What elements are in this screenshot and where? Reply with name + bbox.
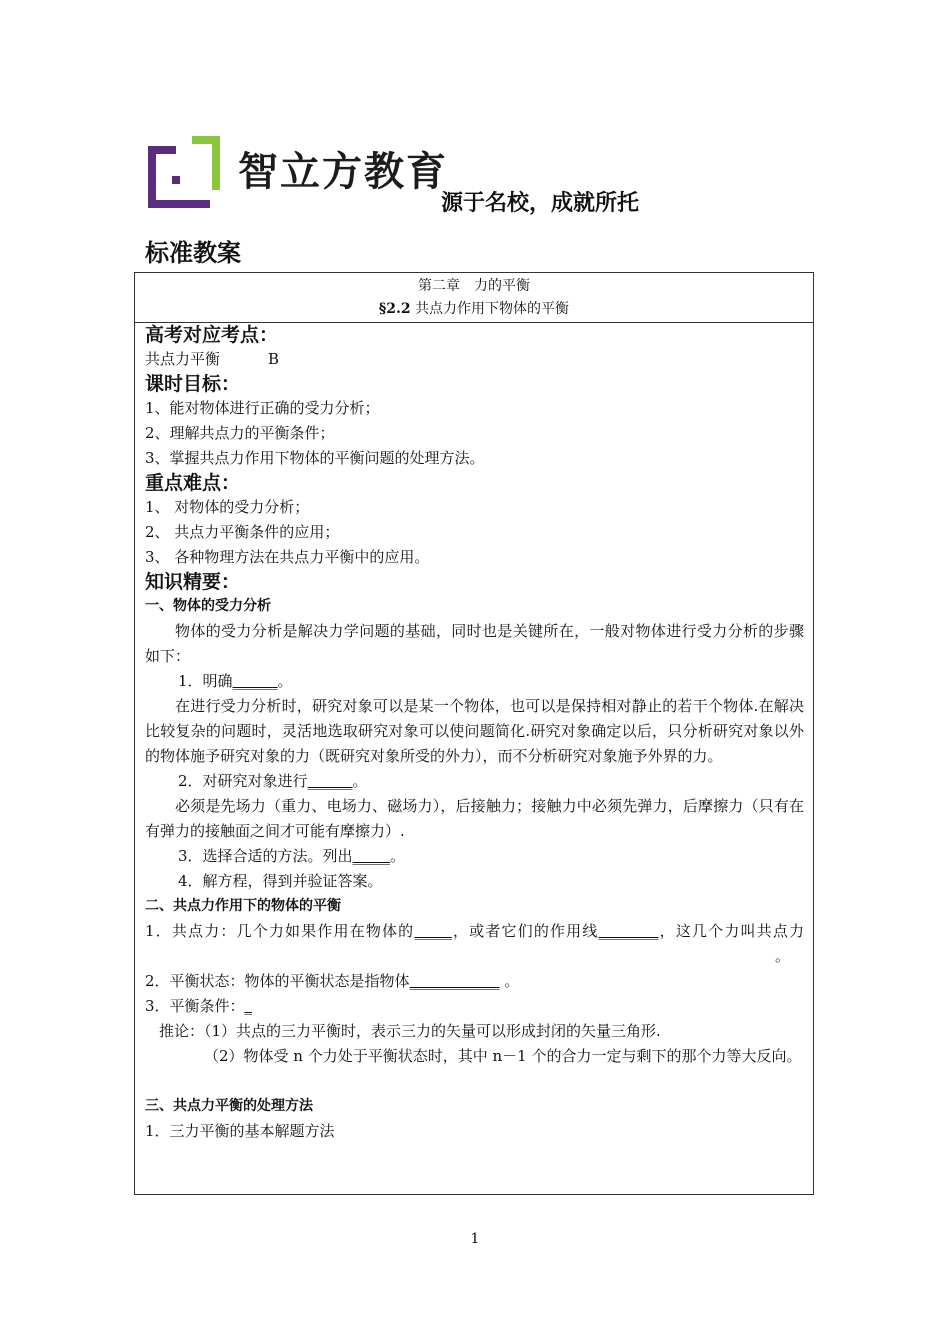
fill-blank: _____ [414,922,452,940]
section-name: 共点力作用下物体的平衡 [415,301,570,317]
brand-name: 智立方教育 [238,149,448,195]
step2 [145,769,804,794]
step2-label: 2．对研究对象进行 [178,772,308,790]
part3-title: 三、共点力平衡的处理方法 [145,1098,313,1114]
state-label: 2．平衡状态：物体的平衡状态是指物体 [145,972,410,990]
step2-text: 必须是先场力（重力、电场力、磁场力），后接触力；接触力中必须先弹力，后摩擦力（只有在有弹力的接触面之间才可能有摩擦力）. [145,797,804,840]
condition-label: 3．平衡条件： [145,997,245,1015]
chapter-title: 第二章 力的平衡 [418,278,530,294]
key-point-item: 1、 对物体的受力分析； [145,498,310,516]
part3-item-1: 1．三力平衡的基本解题方法 [145,1122,335,1140]
lesson-content [135,323,813,1144]
objective-item: 1、能对物体进行正确的受力分析； [145,399,380,417]
corollary-1: 推论：（1）共点的三力平衡时，表示三力的矢量可以形成封闭的矢量三角形. [159,1022,661,1040]
objective-item: 2、理解共点力的平衡条件； [145,424,335,442]
definition-text: ，或者它们的作用线 [451,922,599,940]
step1-text: 在进行受力分析时，研究对象可以是某一个物体，也可以是保持相对静止的若干个物体.在解决比较复杂的问题时，灵活地选取研究对象可以使问题简化.研究对象确定以后，只分析研究对象以外的物体施予研究对象的力（既研究对象所受的外力），而不分析研究对象施予外界的力。 [145,697,804,765]
objectives-heading: 课时目标： [145,373,241,395]
state-end: 。 [499,972,520,990]
document-type-title: 标准教案 [145,239,241,267]
exam-points-heading: 高考对应考点： [145,324,279,346]
exam-point-row [145,347,804,372]
fill-blank: ______ [307,772,353,790]
section-title [135,298,813,321]
slogan: 源于名校，成就所托 [441,191,640,216]
definition-end: 。 [775,947,791,965]
key-point-item: 2、 共点力平衡条件的应用； [145,523,340,541]
part1-title: 一、物体的受力分析 [145,598,271,614]
part2-title: 二、共点力作用下的物体的平衡 [145,898,341,914]
step3-end: 。 [390,847,406,865]
step1 [145,669,804,694]
exam-point-level: B [268,350,280,368]
equilibrium-condition [145,994,804,1019]
fill-blank: _____ [352,847,391,865]
fill-blank: ____________ [409,972,500,990]
lesson-header-row [135,273,813,323]
objective-item: 3、掌握共点力作用下物体的平衡问题的处理方法。 [145,449,485,467]
step3-label: 3．选择合适的方法。列出 [178,847,353,865]
corollary-2: （2）物体受 n 个力处于平衡状态时，其中 n－1 个的合力一定与剩下的那个力等大反向。 [204,1047,802,1065]
equilibrium-state [145,969,804,994]
step1-label: 1．明确 [178,672,233,690]
lesson-table [134,272,814,1195]
knowledge-heading: 知识精要： [145,571,241,593]
fill-blank: ________ [598,922,659,940]
step2-end: 。 [352,772,368,790]
definition-text: 1．共点力：几个力如果作用在物体的 [145,922,415,940]
page-number: 1 [470,1231,480,1247]
key-point-item: 3、 各种物理方法在共点力平衡中的应用。 [145,548,430,566]
exam-point-topic: 共点力平衡 [145,350,221,368]
concurrent-force-definition [145,919,804,969]
step1-end: 。 [277,672,293,690]
definition-text: ，这几个力叫共点力 [658,922,804,940]
fill-blank: _ [244,997,253,1015]
step4: 4．解方程，得到并验证答案。 [178,872,383,890]
key-points-heading: 重点难点： [145,472,241,494]
part1-intro: 物体的受力分析是解决力学问题的基础，同时也是关键所在，一般对物体进行受力分析的步骤如下： [145,622,804,665]
fill-blank: ______ [232,672,278,690]
section-number: §2.2 [378,301,411,317]
step3 [145,844,804,869]
